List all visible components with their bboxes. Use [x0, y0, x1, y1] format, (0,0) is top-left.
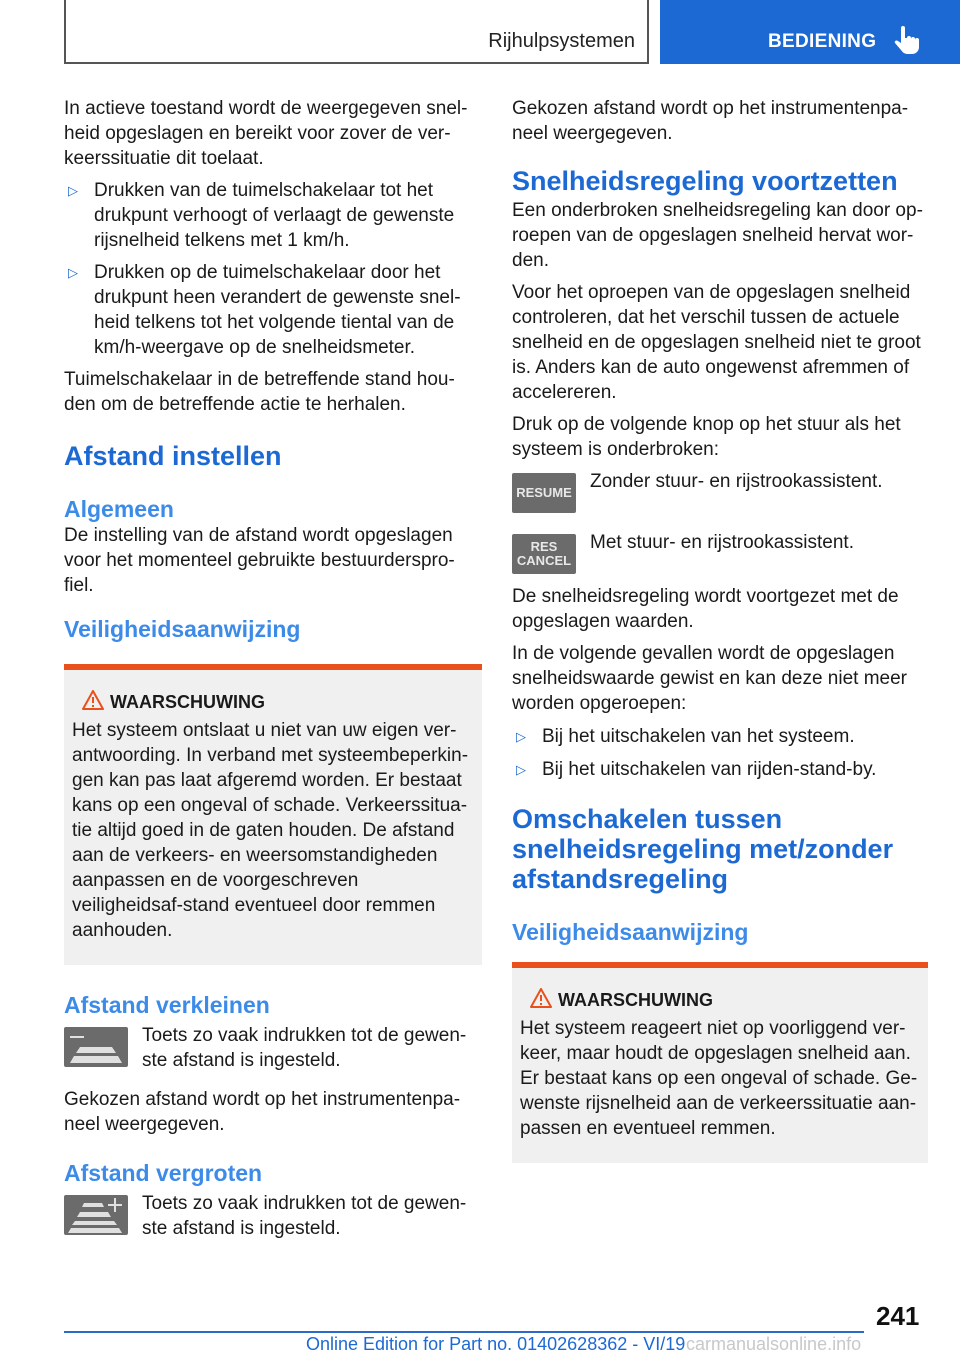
warning-triangle-icon — [82, 690, 104, 710]
triangle-bullet-icon: ▷ — [516, 762, 526, 777]
continue-paragraph-2: Voor het oproepen van de opgeslagen snelheid controleren, dat het verschil tussen de actuele snelheid en de opgeslagen snelheid niet te groot is. Anders kan de auto ongewenst afremmen of accelereren. — [512, 282, 921, 403]
heading-safety-right: Veiligheidsaanwijzing — [512, 919, 749, 945]
continue-paragraph-3: Druk op de volgende knop op het stuur als het systeem is onderbroken: — [512, 414, 901, 460]
heading-decrease: Afstand verkleinen — [64, 992, 270, 1018]
resume-button-icon: RESUME — [512, 473, 576, 513]
header-section-title: Rijhulpsystemen — [488, 30, 635, 52]
header-chapter-tab — [660, 0, 960, 64]
rocker-bullet-list — [64, 178, 482, 360]
heading-increase: Afstand vergroten — [64, 1160, 263, 1186]
continue-paragraph-1: Een onderbroken snelheidsregeling kan door op-roepen van de opgeslagen snelheid hervat wor-den. — [512, 200, 923, 271]
distance-decrease-icon — [64, 1027, 128, 1067]
resumed-paragraph: De snelheidsregeling wordt voortgezet met de opgeslagen waarden. — [512, 586, 899, 632]
header-section-tab — [64, 0, 649, 64]
intro-paragraph: In actieve toestand wordt de weergegeven snel-heid opgeslagen en bereikt voor zover de ver-keerssituatie dit toelaat. — [64, 98, 468, 169]
cleared-bullet-list — [512, 724, 928, 782]
left-column — [64, 96, 482, 1241]
footer-watermark: carmanualsonline.info — [686, 1334, 862, 1354]
increase-row: Toets zo vaak indrukken tot de gewen-ste afstand is ingesteld. — [64, 1191, 482, 1241]
shown-paragraph-left: Gekozen afstand wordt op het instrumentenpa-neel weergegeven. — [64, 1089, 461, 1135]
general-paragraph: De instelling van de afstand wordt opgeslagen voor het momenteel gebruikte bestuurderspro-fiel. — [64, 525, 455, 596]
shown-paragraph-right: Gekozen afstand wordt op het instrumentenpa-neel weergegeven. — [512, 98, 909, 144]
heading-general: Algemeen — [64, 496, 174, 522]
res-cancel-button-icon: RES CANCEL — [512, 534, 576, 574]
right-column — [512, 96, 928, 1163]
warning-title: WAARSCHUWING — [520, 988, 920, 1012]
list-item: ▷ Drukken op de tuimelschakelaar door het drukpunt heen verandert de gewenste snel-heid telkens tot het volgende tiental van de km/h-weergave op de snelheidsmeter. — [68, 262, 461, 358]
list-item: ▷ Bij het uitschakelen van rijden-stand-by. — [516, 759, 877, 780]
heading-switch: Omschakelen tussen snelheidsregeling met/zonder afstandsregeling — [512, 804, 894, 894]
heading-continue: Snelheidsregeling voortzetten — [512, 166, 898, 196]
heading-safety-left: Veiligheidsaanwijzing — [64, 616, 301, 642]
page-number: 241 — [876, 1301, 920, 1331]
resume-row: RESUME Zonder stuur- en rijstrookassistent. — [512, 469, 928, 515]
triangle-bullet-icon: ▷ — [68, 183, 78, 198]
triangle-bullet-icon: ▷ — [68, 265, 78, 280]
warning-text: Het systeem ontslaat u niet van uw eigen ver-antwoording. In verband met systeembeperkin-gen kan pas laat afgeremd worden. Er bestaat kans op een ongeval of schade. Verkeerssitua-tie altijd goed in de gaten houden. De afstand aan de verkeers- en weersomstandigheden aanpassen en de voorgeschreven veiligheidsaf-stand eventueel door remmen aanhouden. — [72, 720, 469, 941]
heading-distance: Afstand instellen — [64, 441, 282, 471]
hold-paragraph: Tuimelschakelaar in de betreffende stand hou-den om de betreffende actie te herhalen. — [64, 369, 455, 415]
hand-pointer-icon — [894, 26, 920, 54]
res-cancel-row: RES CANCEL Met stuur- en rijstrookassistent. — [512, 530, 928, 576]
list-item: ▷ Drukken van de tuimelschakelaar tot het drukpunt verhoogt of verlaagt de gewenste rijsnelheid telkens met 1 km/h. — [68, 180, 455, 251]
distance-increase-icon — [64, 1195, 128, 1235]
triangle-bullet-icon: ▷ — [516, 729, 526, 744]
list-item: ▷ Bij het uitschakelen van het systeem. — [516, 726, 855, 747]
header-chapter-title: BEDIENING — [768, 31, 877, 52]
warning-triangle-icon — [530, 988, 552, 1008]
warning-text: Het systeem reageert niet op voorliggend ver-keer, maar houdt de opgeslagen snelheid aan. Er bestaat kans op een ongeval of schade. Ge-wenste rijsnelheid aan de verkeerssituatie aan-passen en eventueel remmen. — [520, 1018, 918, 1139]
footer-edition: Online Edition for Part no. 01402628362 - VI/19 — [306, 1334, 686, 1354]
warning-box-left — [64, 664, 482, 965]
cleared-paragraph: In de volgende gevallen wordt de opgeslagen snelheidswaarde gewist en kan deze niet meer worden opgeroepen: — [512, 643, 908, 714]
decrease-row: Toets zo vaak indrukken tot de gewen-ste afstand is ingesteld. — [64, 1023, 482, 1073]
warning-box-right — [512, 962, 928, 1163]
warning-title: WAARSCHUWING — [72, 690, 474, 714]
footer-divider — [64, 1331, 864, 1333]
